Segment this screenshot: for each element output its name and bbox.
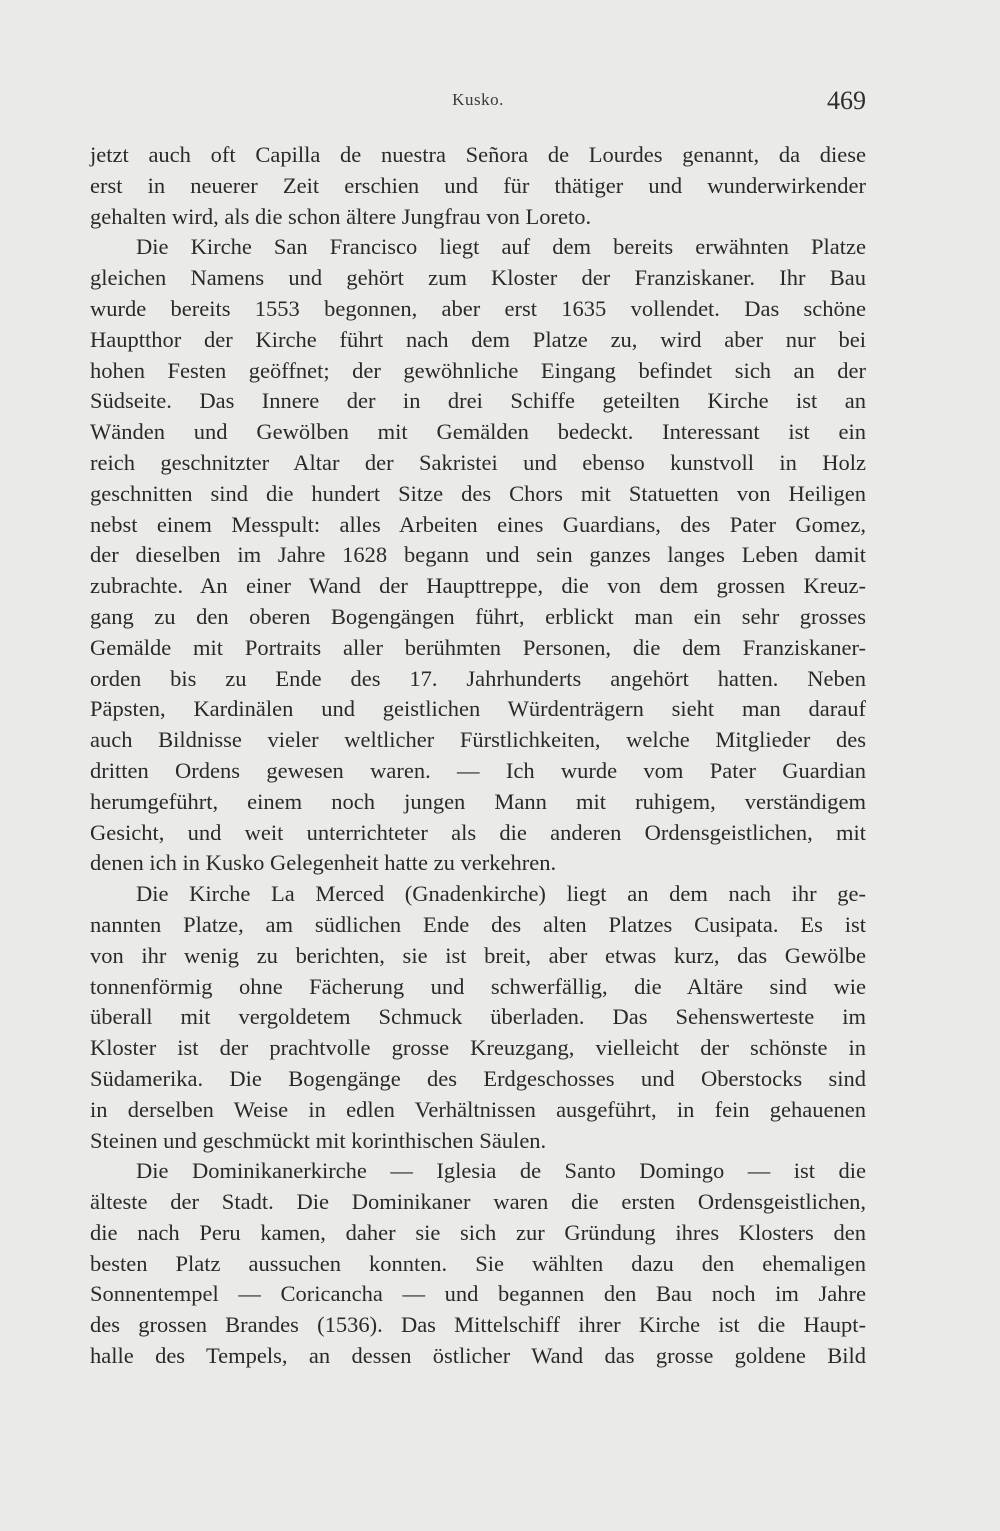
text-line: jetzt auch oft Capilla de nuestra Señora de Lourdes genannt, da diese bbox=[90, 142, 866, 167]
text-line: auch Bildnisse vieler weltlicher Fürstlichkeiten, welche Mitglieder des bbox=[90, 727, 866, 753]
text-line: überall mit vergoldetem Schmuck überladen. Das Sehenswerteste im bbox=[90, 1004, 866, 1030]
text-line: Die Dominikanerkirche — Iglesia de Santo Domingo — ist die bbox=[136, 1158, 866, 1184]
text-line: älteste der Stadt. Die Dominikaner waren die ersten Ordensgeistlichen, bbox=[90, 1189, 866, 1215]
text-line: halle des Tempels, an dessen östlicher Wand das grosse goldene Bild bbox=[90, 1343, 866, 1369]
text-line: zubrachte. An einer Wand der Haupttreppe, die von dem grossen Kreuz- bbox=[90, 573, 866, 599]
text-line: gang zu den oberen Bogengängen führt, erblickt man ein sehr grosses bbox=[90, 603, 866, 629]
text-line: in derselben Weise in edlen Verhältnissen ausgeführt, in fein gehauenen bbox=[90, 1096, 866, 1122]
text-line: wurde bereits 1553 begonnen, aber erst 1635 vollendet. Das schöne bbox=[90, 295, 866, 321]
body-text bbox=[90, 140, 866, 1372]
text-line: hohen Festen geöffnet; der gewöhnliche Eingang befindet sich an der bbox=[90, 357, 866, 383]
text-line: Südseite. Das Innere der in drei Schiffe geteilten Kirche ist an bbox=[90, 388, 866, 414]
text-line: Die Kirche La Merced (Gnadenkirche) liegt an dem nach ihr ge- bbox=[136, 881, 866, 907]
text-line: des grossen Brandes (1536). Das Mittelschiff ihrer Kirche ist die Haupt- bbox=[90, 1312, 866, 1338]
page-number: 469 bbox=[827, 86, 866, 115]
text-line: denen ich in Kusko Gelegenheit hatte zu verkehren. bbox=[90, 850, 557, 876]
text-line: herumgeführt, einem noch jungen Mann mit ruhigem, verständigem bbox=[90, 788, 866, 814]
text-line: Päpsten, Kardinälen und geistlichen Würdenträgern sieht man darauf bbox=[90, 696, 866, 722]
text-line: besten Platz aussuchen konnten. Sie wählten dazu den ehemaligen bbox=[90, 1250, 866, 1276]
text-line: Die Kirche San Francisco liegt auf dem bereits erwähnten Platze bbox=[136, 234, 866, 260]
text-line: Gemälde mit Portraits aller berühmten Personen, die dem Franziskaner- bbox=[90, 634, 866, 660]
text-line: nannten Platze, am südlichen Ende des alten Platzes Cusipata. Es ist bbox=[90, 911, 866, 937]
text-line: tonnenförmig ohne Fächerung und schwerfällig, die Altäre sind wie bbox=[90, 973, 866, 999]
text-line: Hauptthor der Kirche führt nach dem Platze zu, wird aber nur bei bbox=[90, 326, 866, 352]
running-head bbox=[90, 88, 866, 118]
text-line: Kloster ist der prachtvolle grosse Kreuzgang, vielleicht der schönste in bbox=[90, 1035, 866, 1061]
text-line: geschnitten sind die hundert Sitze des Chors mit Statuetten von Heiligen bbox=[90, 480, 866, 506]
text-line: reich geschnitzter Altar der Sakristei und ebenso kunstvoll in Holz bbox=[90, 449, 866, 475]
text-line: dritten Ordens gewesen waren. — Ich wurde vom Pater Guardian bbox=[90, 757, 866, 783]
text-line: der dieselben im Jahre 1628 begann und sein ganzes langes Leben damit bbox=[90, 542, 866, 568]
text-line: gleichen Namens und gehört zum Kloster der Franziskaner. Ihr Bau bbox=[90, 265, 866, 291]
text-line: gehalten wird, als die schon ältere Jungfrau von Loreto. bbox=[90, 203, 592, 229]
text-line: von ihr wenig zu berichten, sie ist breit, aber etwas kurz, das Gewölbe bbox=[90, 942, 866, 968]
text-line: orden bis zu Ende des 17. Jahrhunderts angehört hatten. Neben bbox=[90, 665, 866, 691]
text-line: Gesicht, und weit unterrichteter als die anderen Ordensgeistlichen, mit bbox=[90, 819, 866, 845]
text-line: die nach Peru kamen, daher sie sich zur Gründung ihres Klosters den bbox=[90, 1219, 866, 1245]
text-line: Sonnentempel — Coricancha — und begannen den Bau noch im Jahre bbox=[90, 1281, 866, 1307]
text-line: nebst einem Messpult: alles Arbeiten eines Guardians, des Pater Gomez, bbox=[90, 511, 866, 537]
running-title: Kusko. bbox=[452, 90, 504, 109]
text-line: erst in neuerer Zeit erschien und für thätiger und wunderwirkender bbox=[90, 172, 866, 198]
text-line: Südamerika. Die Bogengänge des Erdgeschosses und Oberstocks sind bbox=[90, 1065, 866, 1091]
text-line: Wänden und Gewölben mit Gemälden bedeckt. Interessant ist ein bbox=[90, 419, 866, 445]
text-line: Steinen und geschmückt mit korinthischen Säulen. bbox=[90, 1127, 547, 1153]
